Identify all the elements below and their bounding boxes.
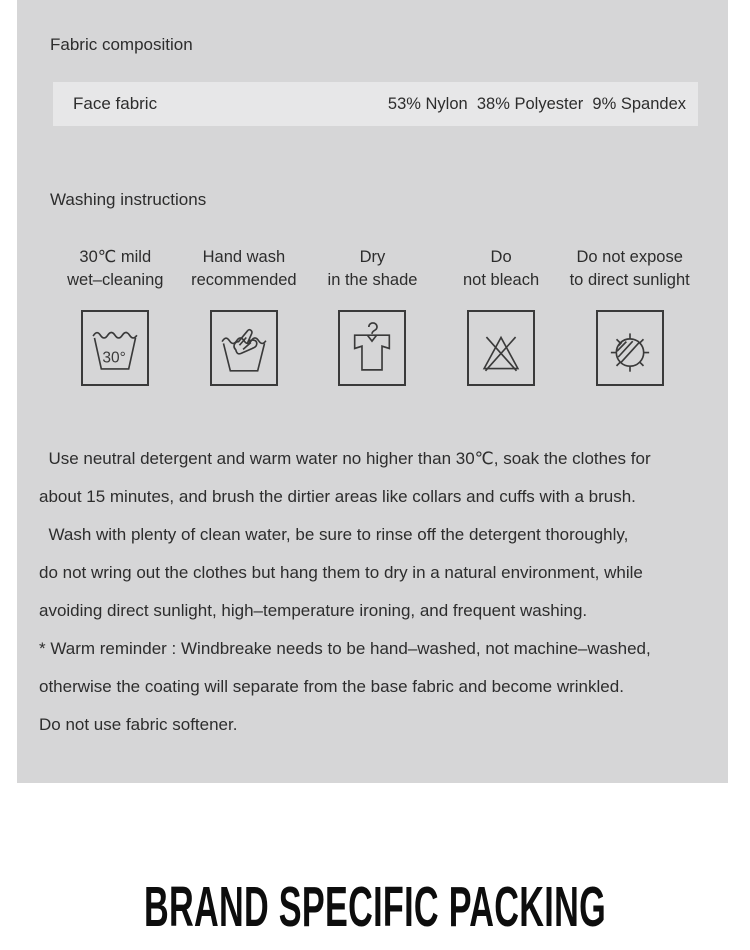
care-line: do not wring out the clothes but hang them to dry in a natural environment, while <box>39 563 643 582</box>
wash-item-label: 30℃ mild <box>79 248 152 266</box>
wash-item-label: not bleach <box>463 271 540 289</box>
wash-item-no-bleach <box>437 246 566 386</box>
care-line: about 15 minutes, and brush the dirtier areas like collars and cuffs with a brush. <box>39 487 636 506</box>
care-line: Wash with plenty of clean water, be sure to rinse off the detergent thoroughly, <box>39 525 629 544</box>
wash-item-mild-wet-cleaning <box>51 246 180 386</box>
care-line: Use neutral detergent and warm water no higher than 30℃, soak the clothes for <box>39 449 651 468</box>
care-line: avoiding direct sunlight, high–temperature ironing, and frequent washing. <box>39 601 588 620</box>
care-info-panel <box>17 0 728 783</box>
care-instructions-text <box>39 440 729 744</box>
wash-item-label: wet–cleaning <box>67 271 164 289</box>
shade-dry-icon <box>338 310 406 386</box>
hand-wash-icon <box>210 310 278 386</box>
wash-item-label: Hand wash <box>202 248 286 266</box>
care-line: Do not use fabric softener. <box>39 715 238 734</box>
wash-item-label: to direct sunlight <box>569 271 690 289</box>
wash-30-icon <box>81 310 149 386</box>
care-line: otherwise the coating will separate from the base fabric and become wrinkled. <box>39 677 624 696</box>
fabric-composition-row <box>53 82 698 126</box>
wash-item-label: Do <box>490 248 512 266</box>
fabric-composition-title: Fabric composition <box>50 35 193 54</box>
wash-item-hand-wash <box>180 246 309 386</box>
wash-item-label: recommended <box>191 271 297 289</box>
fabric-row-label: Face fabric <box>73 94 158 113</box>
washing-instructions-grid <box>51 246 694 386</box>
wash-item-label: Do not expose <box>576 248 683 266</box>
svg-text:30°: 30° <box>102 349 127 367</box>
wash-item-label: in the shade <box>327 271 418 289</box>
no-sunlight-icon <box>596 310 664 386</box>
wash-item-label: Dry <box>359 248 386 266</box>
wash-item-shade-dry <box>308 246 437 386</box>
wash-item-no-sunlight <box>565 246 694 386</box>
washing-instructions-title: Washing instructions <box>50 190 207 209</box>
fabric-row-composition: 53% Nylon 38% Polyester 9% Spandex <box>387 94 686 113</box>
no-bleach-icon <box>467 310 535 386</box>
brand-specific-packing-heading <box>0 872 750 942</box>
brand-specific-packing-text: BRAND SPECIFIC PACKING <box>144 875 607 939</box>
care-line: * Warm reminder : Windbreake needs to be hand–washed, not machine–washed, <box>39 639 651 658</box>
